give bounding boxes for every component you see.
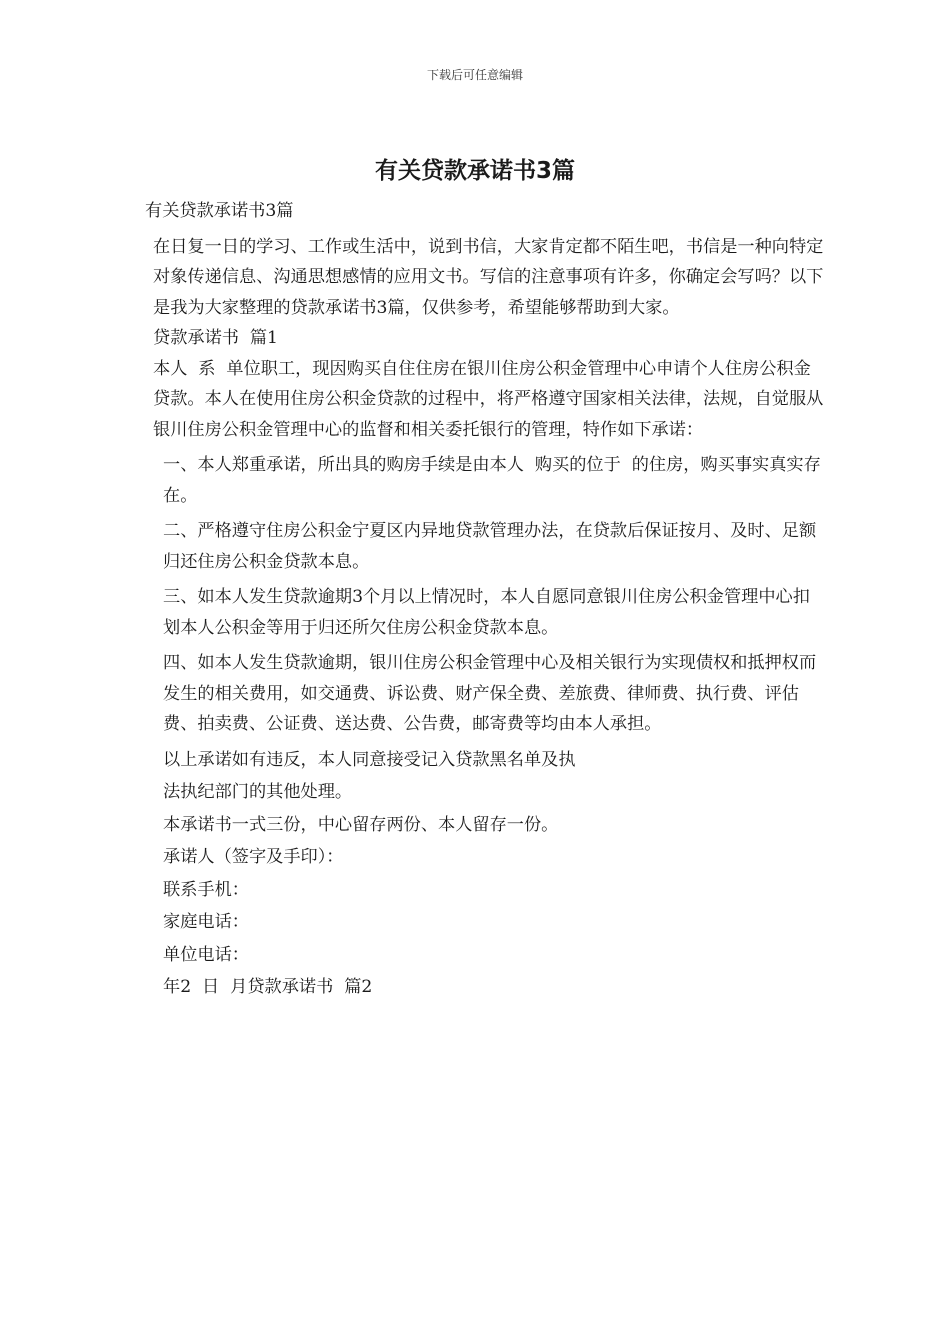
violation-line-2: 法执纪部门的其他处理。 (163, 782, 353, 802)
clause-3-paragraph: 三、如本人发生贷款逾期3个月以上情况时，本人自愿同意银川住房公积金管理中心扣划本人公积金等用于归还所欠住房公积金贷款本息。 (163, 587, 810, 638)
intro-paragraph: 在日复一日的学习、工作或生活中，说到书信，大家肯定都不陌生吧，书信是一种向特定对象传递信息、沟通思想感情的应用文书。写信的注意事项有许多，你确定会写吗？以下是我为大家整理的贷款承诺书3篇，仅供参考，希望能够帮助到大家。 (153, 236, 824, 318)
page-header-note: 下载后可任意编辑 (426, 68, 523, 82)
home-phone-field: 家庭电话： (163, 912, 249, 932)
signer-field: 承诺人（签字及手印）： (163, 847, 344, 867)
date-and-section2-heading: 年2 日 月贷款承诺书 篇2 (163, 977, 373, 997)
document-body (145, 196, 825, 1003)
clause-4-paragraph: 四、如本人发生贷款逾期，银川住房公积金管理中心及相关银行为实现债权和抵押权而发生的相关费用，如交通费、诉讼费、财产保全费、差旅费、律师费、执行费、评估费、拍卖费、公证费、送达费、公告费，邮寄费等均由本人承担。 (163, 653, 817, 734)
subtitle-paragraph: 有关贷款承诺书3篇 (145, 201, 294, 221)
document-title: 有关贷款承诺书3篇 (374, 158, 575, 184)
mobile-field: 联系手机： (163, 879, 249, 900)
commitment-opening-paragraph: 本人 系 单位职工，现因购买自住住房在银川住房公积金管理中心申请个人住房公积金贷款。本人在使用住房公积金贷款的过程中，将严格遵守国家相关法律，法规，自觉服从银川住房公积金管理中心的监督和相关委托银行的管理，特作如下承诺： (153, 358, 824, 440)
work-phone-field: 单位电话： (163, 944, 249, 965)
clause-2-paragraph: 二、严格遵守住房公积金宁夏区内异地贷款管理办法，在贷款后保证按月、及时、足额归还住房公积金贷款本息。 (163, 521, 817, 572)
section1-heading: 贷款承诺书 篇1 (153, 328, 278, 348)
copies-statement: 本承诺书一式三份，中心留存两份、本人留存一份。 (163, 814, 559, 835)
clause-1-paragraph: 一、本人郑重承诺，所出具的购房手续是由本人 购买的位于 的住房，购买事实真实存在。 (163, 455, 821, 506)
violation-line-1: 以上承诺如有违反，本人同意接受记入贷款黑名单及执 (163, 749, 576, 770)
